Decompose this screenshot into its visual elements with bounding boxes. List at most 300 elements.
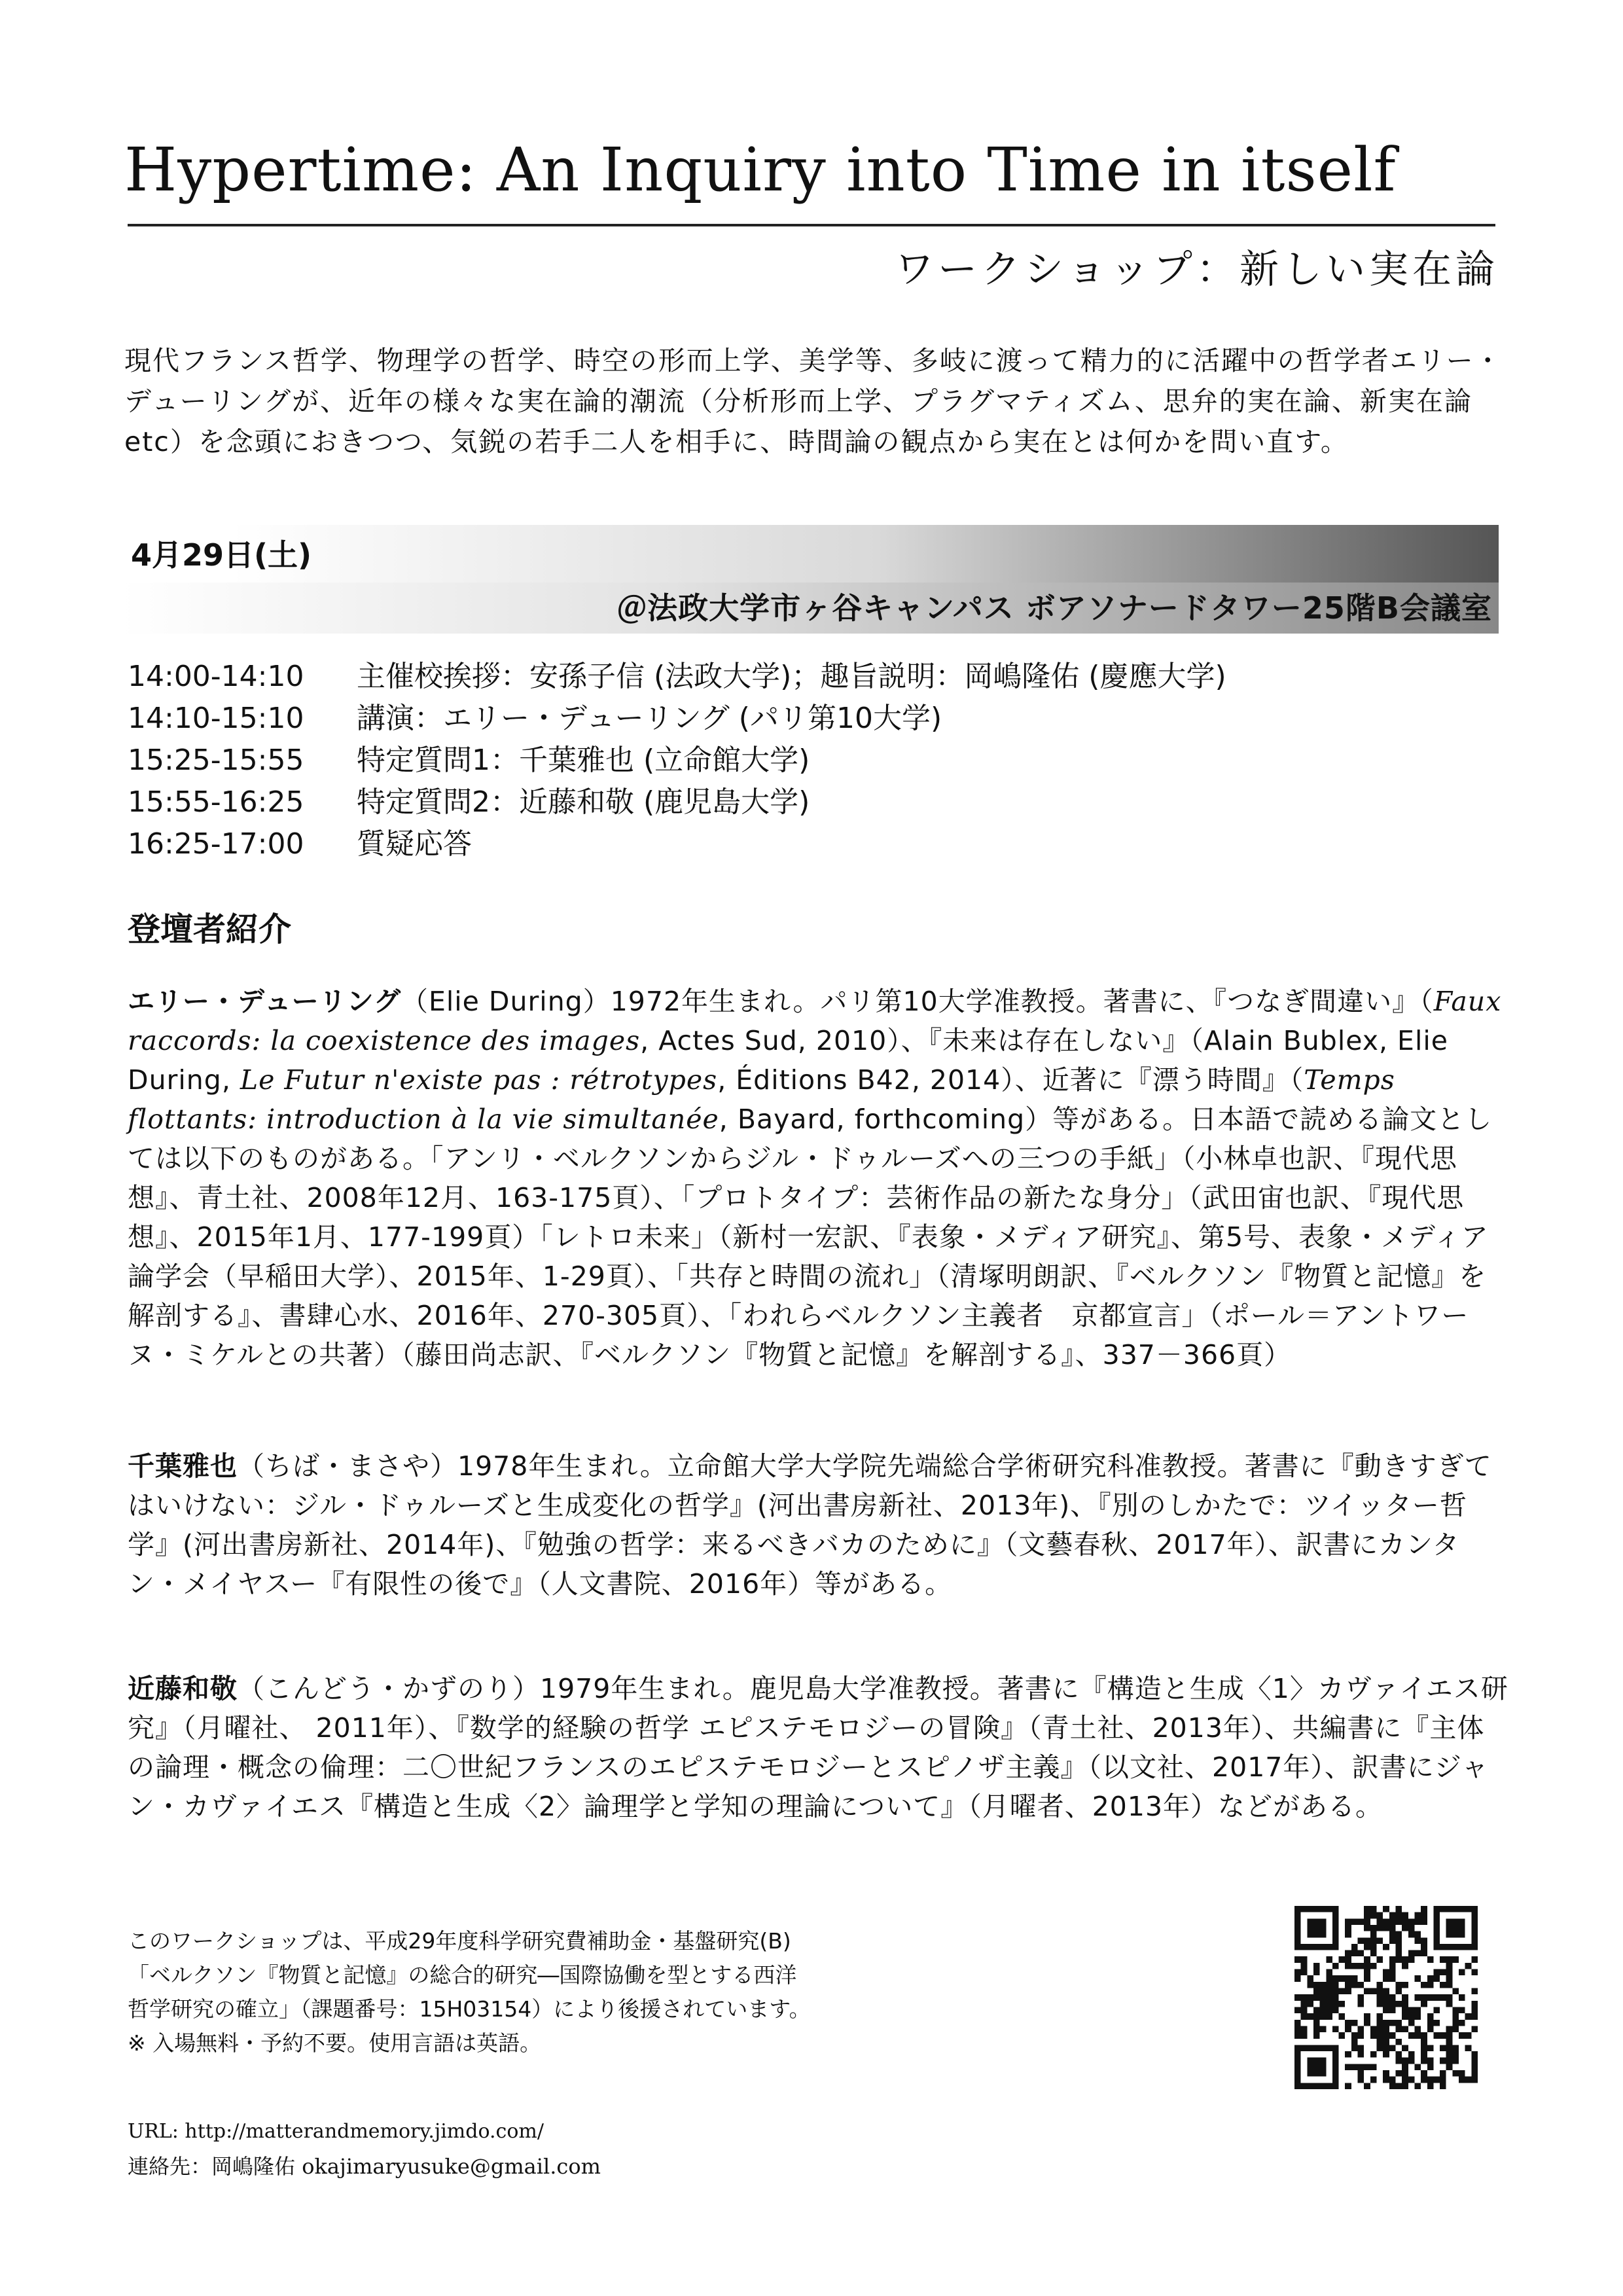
qr-module [1377, 2013, 1383, 2020]
qr-module [1294, 2064, 1301, 2070]
qr-module [1320, 1906, 1327, 1912]
qr-module [1433, 1944, 1440, 1950]
schedule-time: 15:55-16:25 [128, 785, 304, 819]
qr-module [1440, 2032, 1446, 2039]
qr-module [1345, 1963, 1351, 1969]
qr-module [1440, 2045, 1446, 2051]
qr-module [1358, 2077, 1364, 2083]
qr-module [1446, 1982, 1453, 1988]
qr-module [1332, 2026, 1339, 2032]
qr-module [1452, 1925, 1459, 1931]
qr-module [1402, 1925, 1408, 1931]
qr-module [1427, 2077, 1434, 2083]
date-banner [121, 525, 1499, 584]
qr-module [1307, 1944, 1313, 1950]
qr-module [1440, 2058, 1446, 2064]
qr-module [1294, 2045, 1301, 2051]
qr-module [1440, 1969, 1446, 1976]
qr-module [1294, 1975, 1301, 1982]
qr-module [1471, 1931, 1478, 1938]
qr-module [1402, 2064, 1408, 2070]
website-url[interactable]: URL: http://matterandmemory.jimdo.com/ [128, 2120, 544, 2143]
qr-module [1339, 1956, 1346, 1963]
qr-module [1421, 2032, 1427, 2039]
funding-line: 哲学研究の確立」（課題番号：15H03154）により後援されています。 [128, 1996, 811, 2022]
qr-module [1452, 1956, 1459, 1963]
qr-module [1294, 2051, 1301, 2058]
qr-module [1313, 2083, 1320, 2089]
qr-module [1446, 1925, 1453, 1931]
qr-module [1395, 2058, 1402, 2064]
qr-module [1414, 1931, 1421, 1938]
qr-module [1377, 2001, 1383, 2007]
qr-module [1377, 1937, 1383, 1944]
qr-module [1370, 1963, 1377, 1969]
qr-module [1459, 2020, 1465, 2026]
qr-module [1339, 2001, 1346, 2007]
qr-module [1345, 2051, 1351, 2058]
qr-module [1446, 2064, 1453, 2070]
schedule-row [128, 698, 1226, 740]
qr-module [1402, 2083, 1408, 2089]
qr-module [1307, 1931, 1313, 1938]
qr-module [1446, 2032, 1453, 2039]
qr-module [1358, 2032, 1364, 2039]
qr-module [1332, 1937, 1339, 1944]
qr-module [1427, 2020, 1434, 2026]
qr-module [1389, 1918, 1396, 1925]
qr-module [1301, 2045, 1308, 2051]
qr-module [1402, 1918, 1408, 1925]
qr-module [1301, 1956, 1308, 1963]
qr-module [1326, 1906, 1332, 1912]
qr-module [1402, 1994, 1408, 2001]
funding-line: このワークショップは、平成29年度科学研究費補助金・基盤研究(B) [128, 1928, 791, 1954]
qr-module [1395, 1937, 1402, 1944]
qr-module [1414, 1950, 1421, 1957]
qr-module [1332, 2007, 1339, 2013]
qr-module [1332, 2001, 1339, 2007]
funding-line: ※ 入場無料・予約不要。使用言語は英語。 [128, 2030, 542, 2056]
qr-module [1389, 2001, 1396, 2007]
qr-module [1364, 1912, 1370, 1919]
qr-module [1395, 2083, 1402, 2089]
qr-module [1307, 2058, 1313, 2064]
contact-email[interactable]: okajimaryusuke@gmail.com [302, 2154, 601, 2179]
qr-module [1452, 1918, 1459, 1925]
schedule-row [128, 740, 1226, 781]
qr-module [1471, 1988, 1478, 1995]
qr-module [1320, 1918, 1327, 1925]
qr-module [1345, 1931, 1351, 1938]
qr-module [1294, 1925, 1301, 1931]
qr-module [1370, 2026, 1377, 2032]
qr-module [1320, 2064, 1327, 2070]
qr-module [1301, 2083, 1308, 2089]
qr-module [1395, 2001, 1402, 2007]
qr-module [1433, 2020, 1440, 2026]
qr-module [1459, 1994, 1465, 2001]
qr-module [1301, 1969, 1308, 1976]
qr-module [1370, 1944, 1377, 1950]
qr-module [1465, 1963, 1472, 1969]
funding-note [128, 1924, 811, 2060]
qr-module [1427, 2026, 1434, 2032]
qr-module [1313, 1918, 1320, 1925]
qr-module [1358, 2064, 1364, 2070]
qr-module [1339, 1975, 1346, 1982]
qr-module [1402, 1963, 1408, 1969]
qr-module [1452, 2045, 1459, 2051]
qr-module [1313, 1931, 1320, 1938]
qr-module [1459, 2007, 1465, 2013]
qr-module [1358, 2051, 1364, 2058]
qr-module [1427, 1956, 1434, 1963]
qr-module [1383, 1988, 1389, 1995]
qr-module [1465, 2013, 1472, 2020]
qr-module [1446, 2001, 1453, 2007]
qr-module [1402, 2058, 1408, 2064]
qr-module [1358, 1918, 1364, 1925]
qr-module [1358, 2001, 1364, 2007]
qr-module [1402, 2001, 1408, 2007]
qr-module [1320, 2045, 1327, 2051]
qr-module [1402, 2045, 1408, 2051]
qr-module [1471, 1937, 1478, 1944]
qr-module [1383, 1925, 1389, 1931]
qr-module [1383, 2007, 1389, 2013]
qr-module [1294, 2032, 1301, 2039]
qr-module [1294, 2007, 1301, 2013]
schedule-time: 14:10-15:10 [128, 702, 304, 735]
qr-module [1377, 2045, 1383, 2051]
qr-module [1389, 1937, 1396, 1944]
qr-module [1313, 2045, 1320, 2051]
qr-module [1294, 2083, 1301, 2089]
qr-module [1364, 2083, 1370, 2089]
qr-module [1465, 1944, 1472, 1950]
schedule-time: 16:25-17:00 [128, 827, 304, 861]
qr-module [1301, 1994, 1308, 2001]
qr-module [1377, 1988, 1383, 1995]
qr-module [1459, 2032, 1465, 2039]
qr-module [1364, 1956, 1370, 1963]
qr-module [1389, 1925, 1396, 1931]
qr-module [1452, 2051, 1459, 2058]
qr-module [1301, 1963, 1308, 1969]
qr-module [1389, 1969, 1396, 1976]
qr-module [1421, 2039, 1427, 2045]
qr-module [1459, 2070, 1465, 2077]
qr-module [1433, 1994, 1440, 2001]
qr-module [1414, 1918, 1421, 1925]
qr-module [1383, 2039, 1389, 2045]
qr-module [1389, 2045, 1396, 2051]
qr-module [1471, 2007, 1478, 2013]
qr-module [1332, 2070, 1339, 2077]
qr-module [1326, 2083, 1332, 2089]
qr-module [1446, 2039, 1453, 2045]
qr-module [1345, 1956, 1351, 1963]
qr-module [1339, 1988, 1346, 1995]
qr-module [1377, 1918, 1383, 1925]
qr-module [1294, 2026, 1301, 2032]
qr-module [1414, 2013, 1421, 2020]
qr-module [1402, 1982, 1408, 1988]
qr-module [1377, 1912, 1383, 1919]
qr-module [1364, 2064, 1370, 2070]
qr-module [1320, 1931, 1327, 1938]
qr-module [1471, 1918, 1478, 1925]
qr-module [1345, 2026, 1351, 2032]
bio-text: （Elie During）1972年生まれ。パリ第10大学准教授。著書に、『つなぎ間違い』（ [401, 986, 1434, 1017]
qr-module [1446, 1906, 1453, 1912]
qr-module [1326, 2045, 1332, 2051]
qr-module [1294, 1906, 1301, 1912]
qr-module [1351, 2032, 1358, 2039]
qr-module [1320, 2083, 1327, 2089]
qr-module [1332, 1963, 1339, 1969]
qr-module [1440, 1994, 1446, 2001]
qr-module [1452, 1931, 1459, 1938]
qr-module [1313, 1944, 1320, 1950]
qr-module [1465, 2077, 1472, 2083]
speaker-bio-during [128, 982, 1508, 1374]
qr-module [1427, 1982, 1434, 1988]
bio-text: , Actes Sud, 2010）、『未来は存在しない』（Alain Bublex, Elie During, [128, 1025, 1448, 1096]
qr-module [1446, 1963, 1453, 1969]
qr-module [1351, 1944, 1358, 1950]
qr-module [1326, 1944, 1332, 1950]
qr-module [1377, 2032, 1383, 2039]
qr-module [1471, 2026, 1478, 2032]
qr-module [1452, 1988, 1459, 1995]
qr-module [1332, 2064, 1339, 2070]
qr-module [1364, 1963, 1370, 1969]
qr-module [1326, 1969, 1332, 1976]
qr-module [1459, 2077, 1465, 2083]
qr-module [1320, 1988, 1327, 1995]
qr-module [1389, 1975, 1396, 1982]
qr-module [1301, 1944, 1308, 1950]
qr-module [1395, 1944, 1402, 1950]
qr-module [1313, 2064, 1320, 2070]
qr-module [1313, 1963, 1320, 1969]
qr-module [1377, 1982, 1383, 1988]
qr-module [1471, 2064, 1478, 2070]
qr-module [1345, 1950, 1351, 1957]
qr-module [1345, 1975, 1351, 1982]
qr-module [1452, 2070, 1459, 2077]
speaker-name: 千葉雅也 [128, 1450, 238, 1482]
qr-module [1332, 1906, 1339, 1912]
qr-module [1452, 2058, 1459, 2064]
qr-module [1427, 1975, 1434, 1982]
qr-module [1440, 2070, 1446, 2077]
qr-module [1440, 2077, 1446, 2083]
schedule-time: 15:25-15:55 [128, 744, 304, 777]
qr-module [1326, 2013, 1332, 2020]
qr-module [1414, 1937, 1421, 1944]
qr-module [1446, 2051, 1453, 2058]
qr-module [1421, 2070, 1427, 2077]
book-title: Temps flottants: introduction à la vie simultanée [128, 1064, 1395, 1135]
qr-module [1345, 2083, 1351, 2089]
qr-module [1332, 1988, 1339, 1995]
qr-module [1389, 2007, 1396, 2013]
qr-module [1370, 1937, 1377, 1944]
bio-text: （こんどう・かずのり）1979年生まれ。鹿児島大学准教授。著書に『構造と生成〈1〉カヴァイエス研究』（月曜社、 2011年）、『数学的経験の哲学 エピステモロジーの冒険』（青土社、2013年）、共編書に『主体の論理・概念の倫理：二〇世紀フランスのエピステモロジーとスピノザ主義』（以文社、2017年）、訳書にジャン・カヴァイエス『構造と生成〈2〉論理学と学知の理論について』（月曜者、2013年）などがある。 [128, 1673, 1508, 1822]
qr-module [1307, 2045, 1313, 2051]
qr-module [1440, 1982, 1446, 1988]
qr-module [1339, 2013, 1346, 2020]
qr-module [1446, 2045, 1453, 2051]
qr-module [1370, 1925, 1377, 1931]
qr-module [1345, 1988, 1351, 1995]
qr-module [1389, 1912, 1396, 1919]
qr-module [1339, 2032, 1346, 2039]
qr-module [1320, 1982, 1327, 1988]
qr-module [1459, 1906, 1465, 1912]
qr-module [1471, 2070, 1478, 2077]
qr-module [1414, 2026, 1421, 2032]
book-title: Le Futur n'existe pas : rétrotypes [240, 1064, 718, 1096]
qr-module [1320, 1925, 1327, 1931]
qr-module [1433, 1906, 1440, 1912]
qr-module [1313, 2013, 1320, 2020]
qr-code [1294, 1906, 1478, 2089]
qr-module [1452, 1906, 1459, 1912]
schedule-item: 講演：エリー・デューリング (パリ第10大学) [357, 702, 942, 735]
qr-module [1408, 1931, 1415, 1938]
qr-module [1313, 2007, 1320, 2013]
qr-module [1345, 1918, 1351, 1925]
qr-module [1326, 1982, 1332, 1988]
qr-module [1320, 2013, 1327, 2020]
qr-module [1440, 1944, 1446, 1950]
qr-module [1320, 2070, 1327, 2077]
schedule-row [128, 781, 1226, 823]
qr-module [1301, 1906, 1308, 1912]
qr-module [1345, 2064, 1351, 2070]
qr-module [1395, 2026, 1402, 2032]
qr-module [1471, 2077, 1478, 2083]
qr-module [1446, 1931, 1453, 1938]
speaker-name: エリー・デューリング [128, 986, 401, 1017]
qr-module [1446, 2026, 1453, 2032]
qr-module [1326, 1994, 1332, 2001]
qr-module [1433, 2032, 1440, 2039]
qr-module [1332, 1994, 1339, 2001]
qr-module [1332, 1944, 1339, 1950]
qr-module [1427, 2045, 1434, 2051]
intro-paragraph: 現代フランス哲学、物理学の哲学、時空の形而上学、美学等、多岐に渡って精力的に活躍中の哲学者エリー・デューリングが、近年の様々な実在論的潮流（分析形而上学、プラグマティズム、思弁的実在論、新実在論 etc）を念頭におきつつ、気鋭の若手二人を相手に、時間論の観点から実在とは何かを問い直す。 [124, 345, 1503, 457]
qr-module [1402, 2077, 1408, 2083]
schedule-row [128, 823, 1226, 865]
qr-module [1370, 2077, 1377, 2083]
page-subtitle: ワークショップ：新しい実在論 [895, 247, 1499, 293]
qr-module [1427, 2064, 1434, 2070]
qr-module [1351, 2045, 1358, 2051]
qr-module [1370, 2064, 1377, 2070]
qr-module [1414, 1975, 1421, 1982]
qr-module [1332, 1918, 1339, 1925]
qr-module [1294, 2070, 1301, 2077]
speakers-heading: 登壇者紹介 [128, 910, 291, 948]
qr-module [1421, 1937, 1427, 1944]
qr-module [1377, 2020, 1383, 2026]
qr-module [1370, 2051, 1377, 2058]
qr-module [1459, 1931, 1465, 1938]
qr-module [1452, 1944, 1459, 1950]
contact-info [128, 2150, 601, 2183]
qr-module [1320, 2001, 1327, 2007]
qr-module [1383, 2020, 1389, 2026]
qr-module [1294, 1931, 1301, 1938]
qr-module [1402, 1912, 1408, 1919]
qr-module [1358, 1994, 1364, 2001]
qr-module [1408, 2020, 1415, 2026]
qr-module [1313, 1906, 1320, 1912]
qr-module [1307, 2001, 1313, 2007]
book-title: Faux raccords: la coexistence des images [128, 986, 1502, 1056]
qr-module [1408, 1918, 1415, 1925]
qr-module [1370, 1912, 1377, 1919]
qr-module [1383, 2070, 1389, 2077]
qr-module [1446, 1918, 1453, 1925]
qr-module [1452, 2026, 1459, 2032]
qr-module [1427, 2013, 1434, 2020]
qr-module [1421, 2077, 1427, 2083]
qr-module [1364, 1906, 1370, 1912]
qr-module [1395, 1988, 1402, 1995]
qr-module [1446, 1975, 1453, 1982]
qr-module [1332, 1975, 1339, 1982]
qr-module [1307, 1982, 1313, 1988]
qr-module [1364, 1988, 1370, 1995]
qr-module [1364, 1944, 1370, 1950]
qr-module [1383, 2045, 1389, 2051]
qr-module [1446, 1994, 1453, 2001]
qr-module [1294, 1937, 1301, 1944]
qr-module [1471, 1925, 1478, 1931]
qr-module [1402, 1956, 1408, 1963]
qr-module [1307, 2070, 1313, 2077]
qr-module [1395, 2020, 1402, 2026]
qr-module [1351, 2064, 1358, 2070]
qr-module [1301, 2007, 1308, 2013]
qr-module [1389, 2032, 1396, 2039]
qr-module [1433, 1925, 1440, 1931]
qr-module [1294, 1944, 1301, 1950]
qr-module [1408, 2007, 1415, 2013]
qr-module [1307, 1994, 1313, 2001]
qr-module [1294, 2020, 1301, 2026]
qr-module [1383, 1969, 1389, 1976]
qr-module [1395, 2070, 1402, 2077]
qr-module [1414, 1994, 1421, 2001]
qr-module [1358, 1963, 1364, 1969]
qr-module [1389, 2020, 1396, 2026]
qr-module [1421, 1982, 1427, 1988]
qr-module [1414, 2064, 1421, 2070]
qr-module [1433, 2077, 1440, 2083]
qr-module [1294, 2077, 1301, 2083]
qr-module [1377, 1925, 1383, 1931]
event-date: 4月29日(土) [131, 537, 312, 573]
page-title: Hypertime: An Inquiry into Time in itself [124, 135, 1397, 205]
contact-label: 連絡先：岡嶋隆佑 [128, 2154, 302, 2179]
